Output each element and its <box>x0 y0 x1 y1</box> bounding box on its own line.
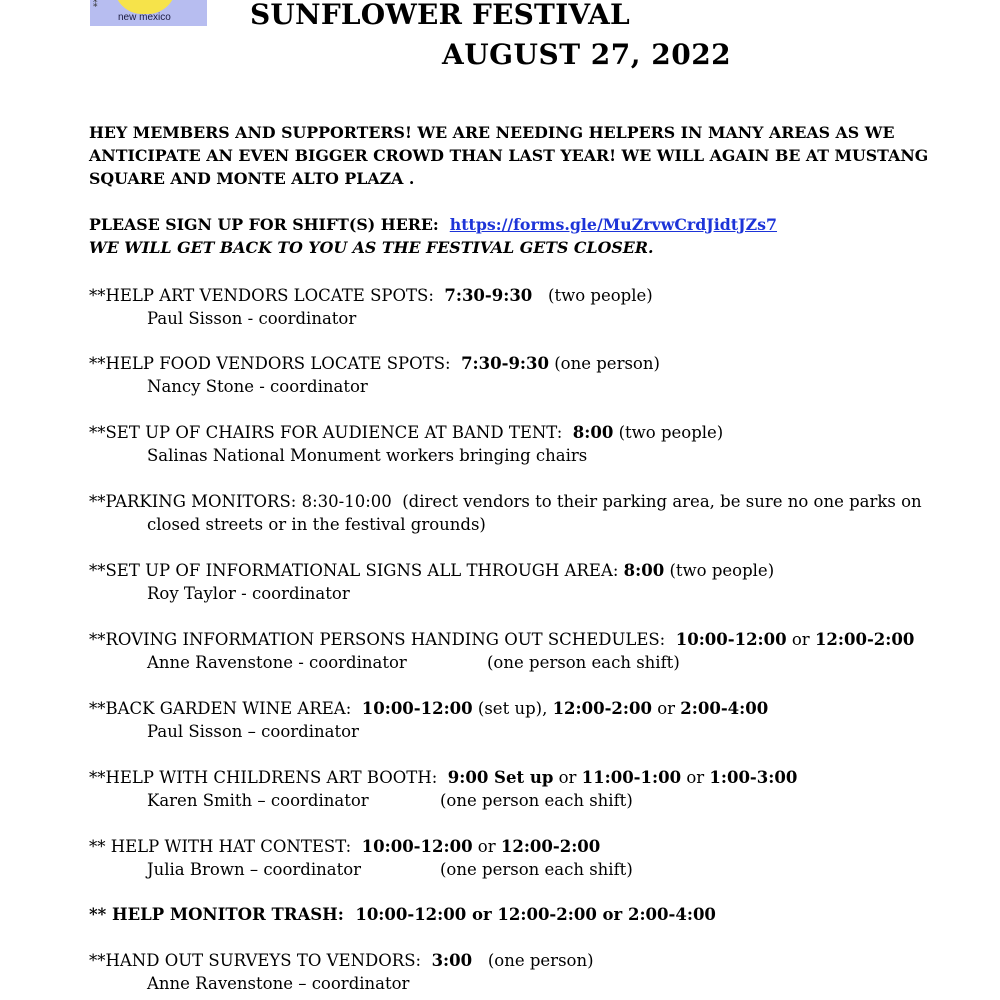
task-wine-area <box>89 697 768 743</box>
task-food-vendors <box>89 352 660 398</box>
task-time: 12:00-2:00 <box>552 699 652 718</box>
task-coordinator: Roy Taylor - coordinator <box>147 584 350 603</box>
festival-title: SUNFLOWER FESTIVAL <box>250 0 630 31</box>
task-time: 12:00-2:00 <box>500 837 601 856</box>
logo-mark: ⁑ <box>93 0 98 10</box>
task-time: 10:00-12:00 <box>361 699 473 718</box>
task-coordinator: Karen Smith – coordinator <box>147 791 369 810</box>
task-coordinator: Paul Sisson - coordinator <box>147 309 357 328</box>
task-label: ** HELP MONITOR TRASH: 10:00-12:00 or 12:00-2:00 or 2:00-4:00 <box>89 905 716 924</box>
task-coordinator: Anne Ravenstone – coordinator <box>147 974 410 993</box>
task-or: or <box>786 630 815 649</box>
task-note: (set up), <box>472 699 553 718</box>
task-label: **SET UP OF INFORMATIONAL SIGNS ALL THROUGH AREA: <box>89 561 624 580</box>
task-time: 1:00-3:00 <box>709 768 798 787</box>
task-childrens-art-booth <box>89 766 797 812</box>
task-time: 10:00-12:00 <box>675 630 787 649</box>
task-label: **SET UP OF CHAIRS FOR AUDIENCE AT BAND TENT: <box>89 423 573 442</box>
task-note: (two people) <box>664 561 775 580</box>
sunflower-logo <box>90 0 207 26</box>
signup-note: WE WILL GET BACK TO YOU AS THE FESTIVAL GETS CLOSER. <box>89 238 654 257</box>
task-time: 2:00-4:00 <box>680 699 769 718</box>
task-description: closed streets or in the festival grounds) <box>147 515 486 534</box>
signup-prompt: PLEASE SIGN UP FOR SHIFT(S) HERE: <box>89 215 450 234</box>
task-parking-monitors <box>89 490 922 536</box>
task-shift-note: (one person each shift) <box>487 653 680 672</box>
task-time: 3:00 <box>431 951 473 970</box>
task-monitor-trash <box>89 903 716 926</box>
task-label: **ROVING INFORMATION PERSONS HANDING OUT SCHEDULES: <box>89 630 676 649</box>
task-time: 12:00-2:00 <box>814 630 915 649</box>
task-time: 8:00 <box>623 561 665 580</box>
task-coordinator: Anne Ravenstone - coordinator <box>147 653 407 672</box>
task-art-vendors <box>89 284 653 330</box>
task-label: **PARKING MONITORS: 8:30-10:00 (direct vendors to their parking area, be sure no one parks on <box>89 492 922 511</box>
task-label: ** HELP WITH HAT CONTEST: <box>89 837 362 856</box>
task-coordinator: Julia Brown – coordinator <box>147 860 362 879</box>
task-or: or <box>651 699 681 718</box>
intro-paragraph: HEY MEMBERS AND SUPPORTERS! WE ARE NEEDING HELPERS IN MANY AREAS AS WE ANTICIPATE AN EVEN BIGGER CROWD THAN LAST YEAR! WE WILL AGAIN BE AT MUSTANG SQUARE AND MONTE ALTO PLAZA . <box>89 123 929 188</box>
task-coordinator: Salinas National Monument workers bringing chairs <box>147 446 588 465</box>
task-label: **HELP ART VENDORS LOCATE SPOTS: <box>89 286 445 305</box>
task-surveys <box>89 949 594 995</box>
task-time: 7:30-9:30 <box>461 354 549 373</box>
task-roving-information <box>89 628 914 674</box>
task-hat-contest <box>89 835 633 881</box>
task-or: or <box>472 837 501 856</box>
task-label: **HELP WITH CHILDRENS ART BOOTH: <box>89 768 448 787</box>
task-label: **HELP FOOD VENDORS LOCATE SPOTS: <box>89 354 462 373</box>
task-label: **BACK GARDEN WINE AREA: <box>89 699 362 718</box>
task-or: or <box>681 768 710 787</box>
task-note: (one person) <box>548 354 660 373</box>
task-note: (two people) <box>613 423 724 442</box>
task-time: 8:00 <box>572 423 614 442</box>
task-informational-signs <box>89 559 774 605</box>
logo-text: new mexico <box>118 12 171 23</box>
task-time: 9:00 Set up <box>447 768 554 787</box>
task-shift-note: (one person each shift) <box>440 791 633 810</box>
task-coordinator: Paul Sisson – coordinator <box>147 722 359 741</box>
task-time: 7:30-9:30 <box>444 286 533 305</box>
task-shift-note: (one person each shift) <box>440 860 633 879</box>
task-chairs <box>89 421 723 467</box>
task-note: (two people) <box>532 286 653 305</box>
task-coordinator: Nancy Stone - coordinator <box>147 377 368 396</box>
festival-date: AUGUST 27, 2022 <box>442 38 732 71</box>
task-or: or <box>553 768 582 787</box>
task-time: 11:00-1:00 <box>581 768 682 787</box>
task-time: 10:00-12:00 <box>361 837 473 856</box>
task-note: (one person) <box>472 951 594 970</box>
task-label: **HAND OUT SURVEYS TO VENDORS: <box>89 951 432 970</box>
signup-link[interactable]: https://forms.gle/MuZrvwCrdJidtJZs7 <box>449 215 778 234</box>
signup-block <box>89 213 777 259</box>
